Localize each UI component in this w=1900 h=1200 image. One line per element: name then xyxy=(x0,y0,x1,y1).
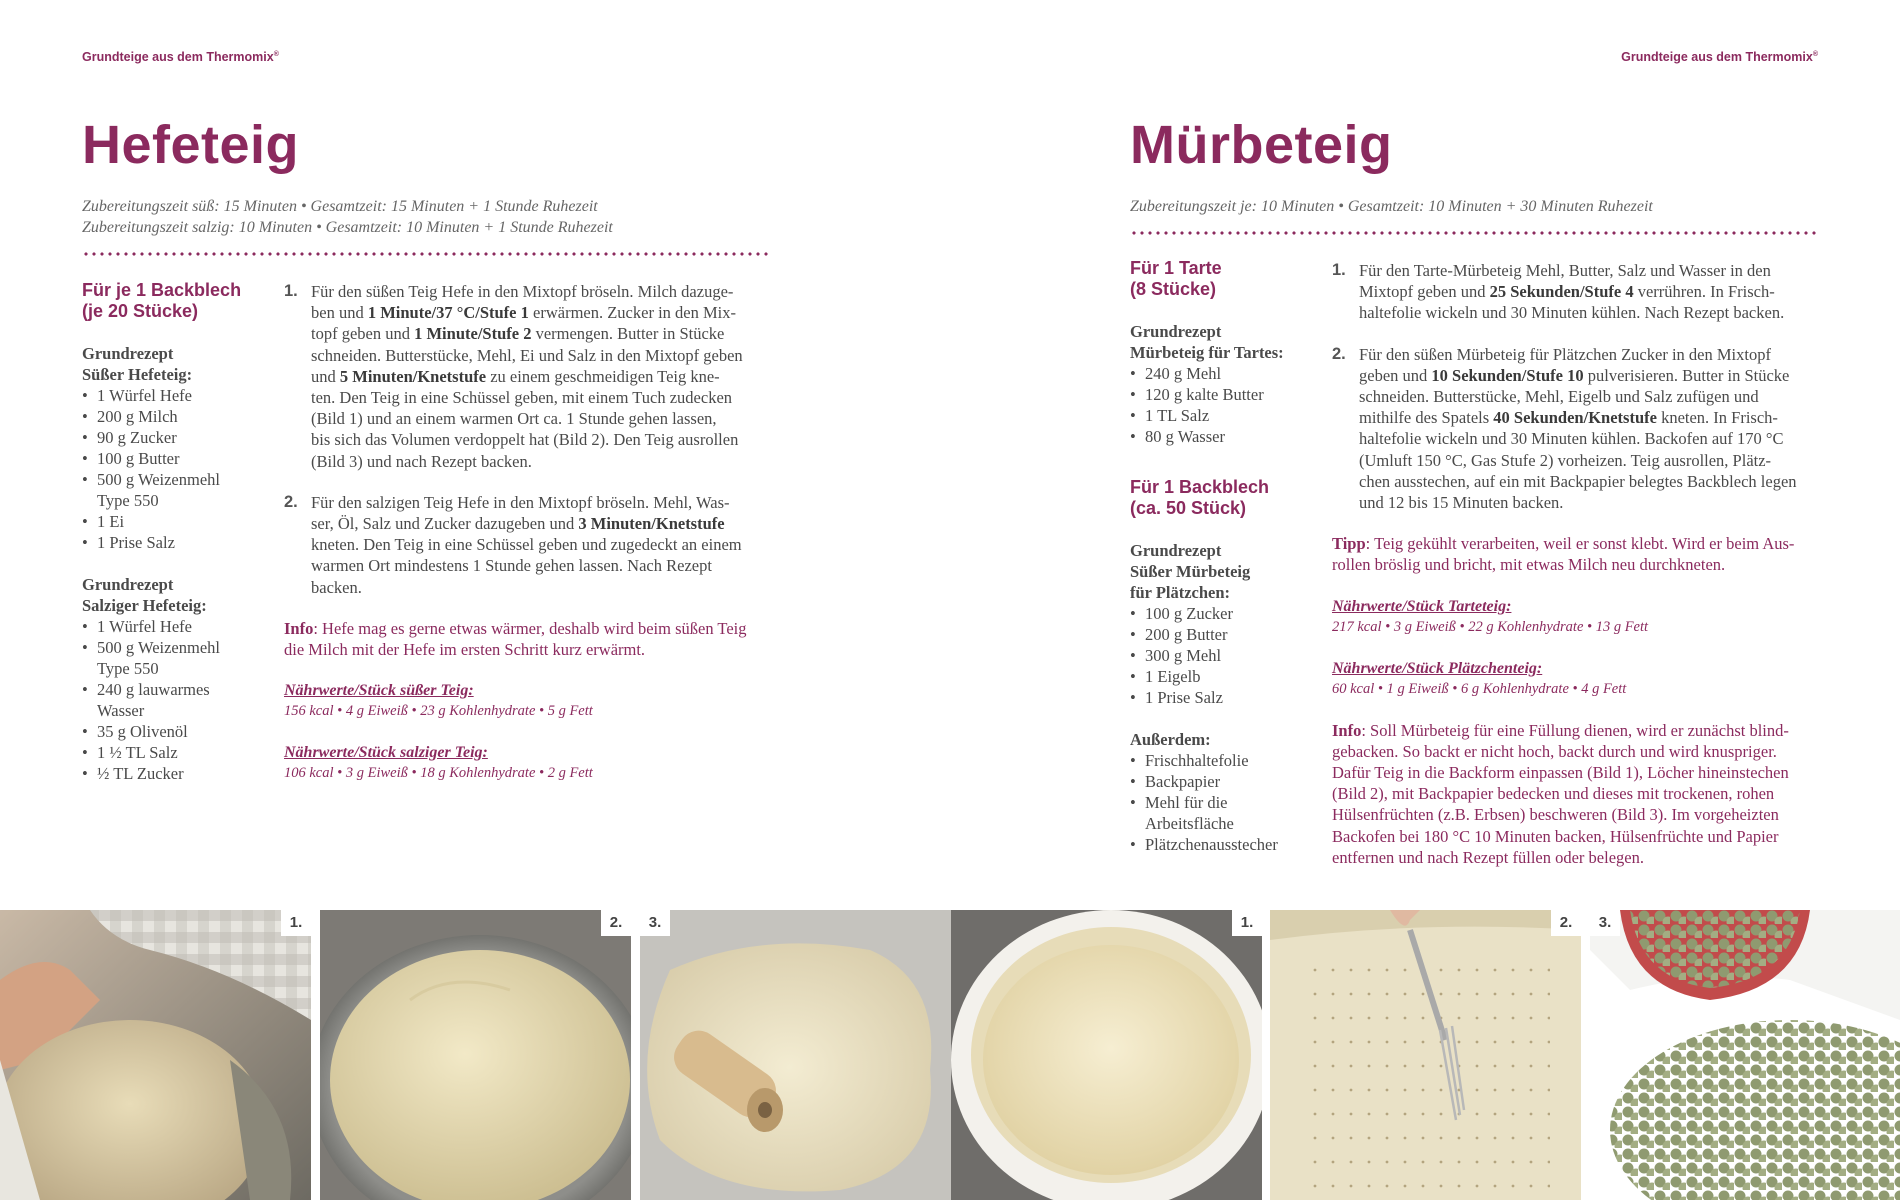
ingredients-muerbeteig xyxy=(1130,258,1320,855)
yield-line: (8 Stücke) xyxy=(1130,279,1217,299)
step-text-line: schneiden. Butterstücke, Mehl, Ei und Salz in den Mixtopf geben xyxy=(311,345,743,365)
prep-time-line: Zubereitungszeit süß: 15 Minuten • Gesamtzeit: 15 Minuten + 1 Stunde Ruhezeit xyxy=(82,198,598,215)
info-note xyxy=(284,618,784,660)
step-2 xyxy=(284,492,784,598)
group-title-line: Grundrezept xyxy=(1130,322,1222,341)
yield-line: Für 1 Backblech xyxy=(1130,477,1270,497)
step-text-line: Für den salzigen Teig Hefe in den Mixtopf bröseln. Mehl, Was- xyxy=(311,492,730,512)
ingredient-item: • ½ TL Zucker xyxy=(82,763,272,784)
ingredient-item-continued: Arbeitsfläche xyxy=(1145,814,1234,833)
step-text-line: (Umluft 150 °C, Gas Stufe 2) vorheizen. Teig ausrollen, Plätz- xyxy=(1359,450,1772,470)
step-text xyxy=(1359,344,1832,514)
nutrition-tarte xyxy=(1332,596,1832,638)
instructions-muerbeteig xyxy=(1332,260,1832,888)
running-head-left: Grundteige aus dem Thermomix® xyxy=(82,50,279,64)
step-number: 1. xyxy=(284,282,298,300)
ingredient-item: • 200 g Butter xyxy=(1130,624,1320,645)
recipe-title-muerbeteig: Mürbeteig xyxy=(1130,115,1393,175)
photo-number: 2. xyxy=(601,910,631,936)
photo-number: 2. xyxy=(1551,910,1581,936)
step-text-line: (Bild 3) und nach Rezept backen. xyxy=(311,451,532,471)
ingredient-item: • 1 Würfel Hefe xyxy=(82,616,272,637)
ingredient-item: • Frischhaltefolie xyxy=(1130,750,1320,771)
prep-time-info: Zubereitungszeit je: 10 Minuten • Gesamtzeit: 10 Minuten + 30 Minuten Ruhezeit xyxy=(1130,198,1653,215)
nutrition-cookies xyxy=(1332,658,1832,700)
step-number: 2. xyxy=(284,492,298,511)
recipe-title-hefeteig: Hefeteig xyxy=(82,115,300,175)
tip-text: : Teig gekühlt verarbeiten, weil er sonst klebt. Wird er beim Aus- xyxy=(1365,534,1795,554)
yield-line: (ca. 50 Stück) xyxy=(1130,498,1247,518)
instructions-hefeteig xyxy=(284,281,784,804)
tip-label: Tipp xyxy=(1332,534,1366,554)
prep-time-info xyxy=(82,196,613,238)
step-number: 1. xyxy=(1332,261,1346,279)
step-text-line: und 5 Minuten/Knetstufe zu einem geschmeidigen Teig kne- xyxy=(311,366,720,386)
ingredient-list-sweet xyxy=(82,385,272,553)
ingredient-item: • 80 g Wasser xyxy=(1130,426,1320,447)
step-text-line: geben und 10 Sekunden/Stufe 10 pulverisieren. Butter in Stücke xyxy=(1359,365,1790,385)
ingredient-item: • 100 g Zucker xyxy=(1130,603,1320,624)
ingredient-item-continued: Type 550 xyxy=(97,491,159,510)
info-text: gebacken. So backt er nicht hoch, backt durch und wird knuspriger. xyxy=(1332,741,1777,761)
photo-number: 1. xyxy=(281,910,311,936)
ingredient-item: • 35 g Olivenöl xyxy=(82,721,272,742)
ingredient-item-continued: Wasser xyxy=(97,701,145,720)
group-title-line: Mürbeteig für Tartes: xyxy=(1130,343,1284,362)
ingredient-group-title xyxy=(82,574,272,616)
photo-dough-covered xyxy=(0,910,311,1200)
tip-note xyxy=(1332,533,1832,575)
info-text: : Soll Mürbeteig für eine Füllung dienen, wird er zunächst blind- xyxy=(1361,720,1789,740)
step-1 xyxy=(1332,260,1832,324)
photo-fork-pricking xyxy=(1270,910,1581,1200)
ingredient-item: • Backpapier xyxy=(1130,771,1320,792)
ingredient-group-title xyxy=(1130,540,1320,603)
ingredient-list-salty xyxy=(82,616,272,784)
ingredient-item: • 1 TL Salz xyxy=(1130,405,1320,426)
step-text-line: chen ausstechen, auf ein mit Backpapier belegtes Backblech legen xyxy=(1359,471,1797,491)
step-text-line: haltefolie wickeln und 30 Minuten kühlen. Backofen auf 170 °C xyxy=(1359,429,1784,449)
ingredient-item: • 100 g Butter xyxy=(82,448,272,469)
step-text-line: ten. Den Teig in eine Schüssel geben, mit einem Tuch zudecken xyxy=(311,388,733,408)
step-text xyxy=(1359,260,1832,324)
step-text-line: Für den Tarte-Mürbeteig Mehl, Butter, Salz und Wasser in den xyxy=(1359,261,1771,280)
ingredient-item: • 1 Prise Salz xyxy=(82,532,272,553)
ingredient-list-tarte xyxy=(1130,363,1320,447)
running-head-right: Grundteige aus dem Thermomix® xyxy=(1621,50,1818,64)
step-text-line: ser, Öl, Salz und Zucker dazugeben und 3 Minuten/Knetstufe xyxy=(311,514,725,534)
nutrition-values: 156 kcal • 4 g Eiweiß • 23 g Kohlenhydrate • 5 g Fett xyxy=(284,703,593,720)
info-note xyxy=(1332,720,1832,868)
ingredient-item: • 300 g Mehl xyxy=(1130,645,1320,666)
ingredient-item: • 1 Ei xyxy=(82,511,272,532)
step-text-line: warmen Ort mindestens 1 Stunde gehen lassen. Nach Rezept xyxy=(311,556,712,576)
photo-risen-dough xyxy=(320,910,631,1200)
step-text-line: Für den süßen Mürbeteig für Plätzchen Zucker in den Mixtopf xyxy=(1359,344,1771,364)
dotted-divider xyxy=(1130,231,1820,235)
step-text-line: mithilfe des Spatels 40 Sekunden/Knetstufe kneten. In Frisch- xyxy=(1359,408,1778,428)
info-text: Dafür Teig in die Backform einpassen (Bild 1), Löcher hineinstechen xyxy=(1332,763,1789,783)
ingredient-group-title xyxy=(1130,729,1320,750)
tip-text: rollen bröslig und bricht, mit etwas Milch neu durchkneten. xyxy=(1332,555,1726,575)
ingredient-item: • 240 g lauwarmes xyxy=(82,679,272,700)
dotted-divider xyxy=(82,252,772,256)
group-title-line: Außerdem: xyxy=(1130,730,1211,749)
ingredient-item: • 1 ½ TL Salz xyxy=(82,742,272,763)
photo-peas-blind-baking xyxy=(1590,910,1900,1200)
ingredient-group-title xyxy=(82,343,272,385)
nutrition-heading: Nährwerte/Stück Plätzchenteig: xyxy=(1332,659,1543,677)
photo-strip xyxy=(0,910,1900,1200)
photo-number: 3. xyxy=(640,910,670,936)
yield-line: Für 1 Tarte xyxy=(1130,258,1222,278)
step-text xyxy=(311,492,784,598)
step-text-line: backen. xyxy=(311,577,362,597)
group-title-line: Süßer Mürbeteig xyxy=(1130,562,1251,581)
info-text: : Hefe mag es gerne etwas wärmer, deshalb wird beim süßen Teig xyxy=(313,618,747,638)
nutrition-sweet xyxy=(284,680,784,722)
ingredient-item: • Plätzchenausstecher xyxy=(1130,834,1320,855)
ingredient-list-extras xyxy=(1130,750,1320,855)
nutrition-values: 60 kcal • 1 g Eiweiß • 6 g Kohlenhydrate • 4 g Fett xyxy=(1332,680,1627,697)
nutrition-values: 106 kcal • 3 g Eiweiß • 18 g Kohlenhydrate • 2 g Fett xyxy=(284,765,593,782)
info-text: Hülsenfrüchten (z.B. Erbsen) beschweren (Bild 3). Im vorgeheizten xyxy=(1332,805,1779,825)
info-text: entfernen und nach Rezept füllen oder belegen. xyxy=(1332,847,1644,867)
nutrition-heading: Nährwerte/Stück salziger Teig: xyxy=(284,744,488,762)
step-text-line: Für den süßen Teig Hefe in den Mixtopf bröseln. Milch dazuge- xyxy=(311,282,734,301)
step-text-line: ben und 1 Minute/37 °C/Stufe 1 erwärmen. Zucker in den Mix- xyxy=(311,303,736,323)
yield-line: (je 20 Stücke) xyxy=(82,301,199,321)
ingredient-item: • 120 g kalte Butter xyxy=(1130,384,1320,405)
step-text-line: und 12 bis 15 Minuten backen. xyxy=(1359,493,1564,513)
group-title-line: für Plätzchen: xyxy=(1130,583,1231,602)
ingredient-item: • 1 Eigelb xyxy=(1130,666,1320,687)
info-label: Info xyxy=(1332,720,1362,740)
step-number: 2. xyxy=(1332,344,1346,363)
ingredient-item: • Mehl für die xyxy=(1130,792,1320,813)
group-title-line: Grundrezept xyxy=(82,575,174,594)
step-text-line: Mixtopf geben und 25 Sekunden/Stufe 4 verrühren. In Frisch- xyxy=(1359,282,1775,302)
step-1 xyxy=(284,281,784,472)
group-title-line: Salziger Hefeteig: xyxy=(82,596,207,615)
yield-heading xyxy=(82,280,272,322)
info-text: die Milch mit der Hefe im ersten Schritt kurz erwärmt. xyxy=(284,640,646,660)
info-text: Backofen bei 180 °C 10 Minuten backen, Hülsenfrüchte und Papier xyxy=(1332,826,1779,846)
group-title-line: Grundrezept xyxy=(1130,541,1222,560)
photo-tart-dish xyxy=(951,910,1262,1200)
prep-time-line: Zubereitungszeit salzig: 10 Minuten • Gesamtzeit: 10 Minuten + 1 Stunde Ruhezeit xyxy=(82,219,613,236)
nutrition-salty xyxy=(284,742,784,784)
info-text: (Bild 2), mit Backpapier bedecken und dieses mit trockenen, rohen xyxy=(1332,784,1775,804)
nutrition-values: 217 kcal • 3 g Eiweiß • 22 g Kohlenhydrate • 13 g Fett xyxy=(1332,618,1649,635)
step-text-line: haltefolie wickeln und 30 Minuten kühlen. Nach Rezept backen. xyxy=(1359,303,1785,323)
info-label: Info xyxy=(284,618,314,638)
nutrition-heading: Nährwerte/Stück Tarteteig: xyxy=(1332,597,1512,615)
yield-heading xyxy=(1130,477,1320,519)
ingredient-item: • 1 Würfel Hefe xyxy=(82,385,272,406)
nutrition-heading: Nährwerte/Stück süßer Teig: xyxy=(284,682,474,700)
photo-rolled-dough xyxy=(640,910,951,1200)
photo-number: 3. xyxy=(1590,910,1620,936)
step-text-line: bis sich das Volumen verdoppelt hat (Bild 2). Den Teig ausrollen xyxy=(311,430,739,450)
ingredients-hefeteig xyxy=(82,280,272,784)
ingredient-group-title xyxy=(1130,321,1320,363)
ingredient-item-continued: Type 550 xyxy=(97,659,159,678)
ingredient-item: • 500 g Weizenmehl xyxy=(82,637,272,658)
ingredient-item: • 200 g Milch xyxy=(82,406,272,427)
ingredient-item: • 500 g Weizenmehl xyxy=(82,469,272,490)
step-text-line: kneten. Den Teig in eine Schüssel geben und zugedeckt an einem xyxy=(311,535,742,555)
photo-number: 1. xyxy=(1232,910,1262,936)
ingredient-item: • 90 g Zucker xyxy=(82,427,272,448)
step-2 xyxy=(1332,344,1832,514)
step-text-line: (Bild 1) und an einem warmen Ort ca. 1 Stunde gehen lassen, xyxy=(311,409,717,429)
group-title-line: Grundrezept xyxy=(82,344,174,363)
ingredient-list-cookies xyxy=(1130,603,1320,708)
ingredient-item: • 1 Prise Salz xyxy=(1130,687,1320,708)
yield-line: Für je 1 Backblech xyxy=(82,280,242,300)
group-title-line: Süßer Hefeteig: xyxy=(82,365,193,384)
step-text-line: schneiden. Butterstücke, Mehl, Eigelb und Salz zufügen und xyxy=(1359,387,1759,407)
step-text xyxy=(311,281,784,472)
step-text-line: topf geben und 1 Minute/Stufe 2 vermengen. Butter in Stücke xyxy=(311,324,725,344)
ingredient-item: • 240 g Mehl xyxy=(1130,363,1320,384)
yield-heading xyxy=(1130,258,1320,300)
